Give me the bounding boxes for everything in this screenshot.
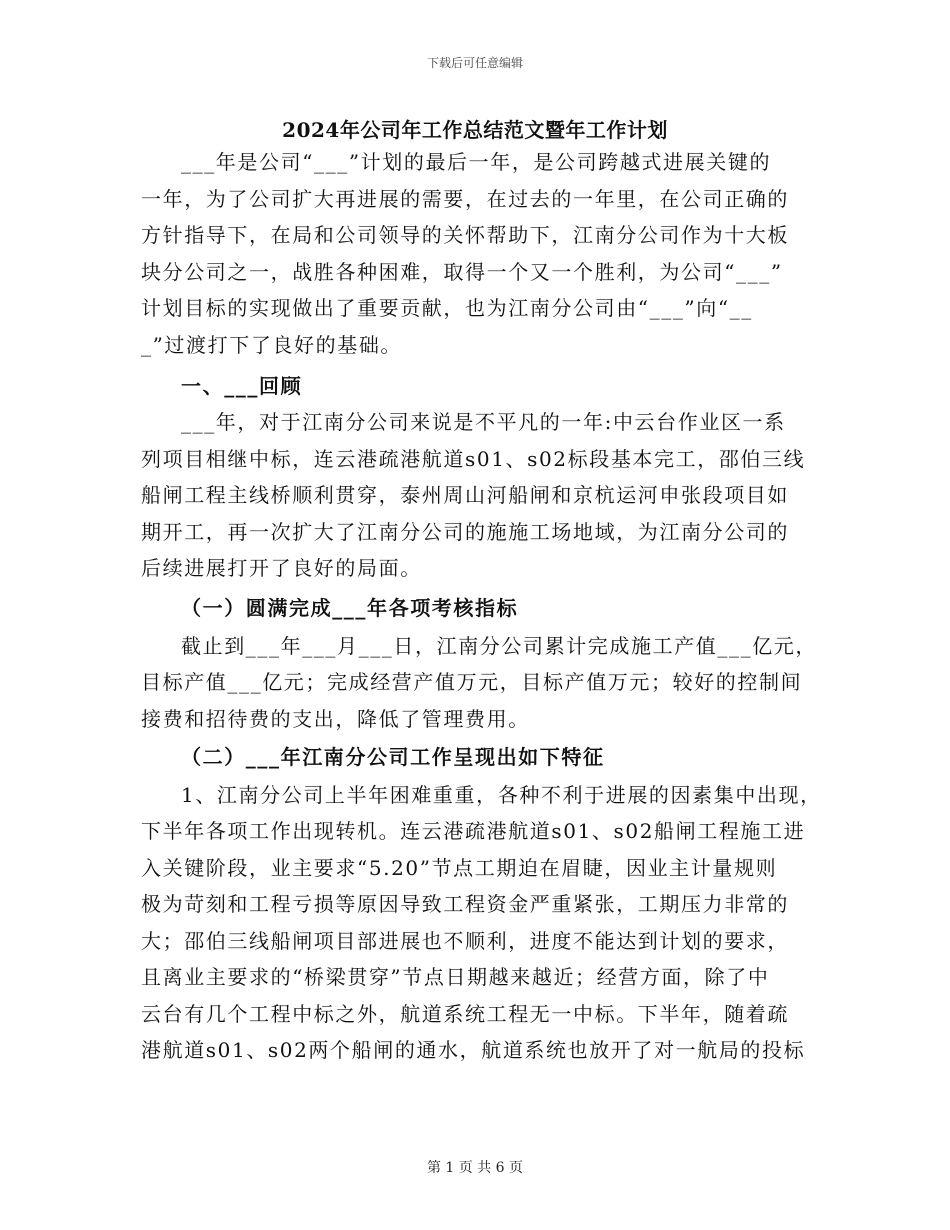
paragraph-line: 期开工，再一次扩大了江南分公司的施施工场地域，为江南分公司的: [141, 520, 789, 544]
subsection-heading: （一）圆满完成___年各项考核指标: [181, 596, 519, 620]
paragraph-line: 大；邵伯三线船闸项目部进展也不顺利，进度不能达到计划的要求，: [141, 929, 789, 953]
paragraph-line: 极为苛刻和工程亏损等原因导致工程资金严重紧张，工期压力非常的: [141, 892, 789, 916]
paragraph-line: ___年，对于江南分公司来说是不平凡的一年:中云台作业区一系: [181, 410, 786, 434]
paragraph-line: 列项目相继中标，连云港疏港航道s01、s02标段基本完工，邵伯三线: [141, 447, 806, 471]
page-header: 下载后可任意编辑: [426, 56, 523, 70]
paragraph-line: ___年是公司“___”计划的最后一年，是公司跨越式进展关键的: [181, 150, 772, 174]
paragraph-line: 云台有几个工程中标之外，航道系统工程无一中标。下半年，随着疏: [141, 1002, 789, 1026]
paragraph-line: 计划目标的实现做出了重要贡献，也为江南分公司由“___”向“__: [141, 296, 753, 320]
paragraph-line: _”过渡打下了良好的基础。: [141, 333, 403, 357]
paragraph-line: 1、江南分公司上半年困难重重，各种不利于进展的因素集中出现，: [181, 783, 822, 807]
paragraph-line: 方针指导下，在局和公司领导的关怀帮助下，江南分公司作为十大板: [141, 223, 789, 247]
section-heading: 一、___回顾: [181, 374, 303, 398]
paragraph-line: 且离业主要求的“桥梁贯穿”节点日期越来越近；经营方面，除了中: [141, 965, 770, 989]
paragraph-line: 块分公司之一，战胜各种困难，取得一个又一个胜利，为公司“___”: [141, 260, 783, 284]
paragraph-line: 截止到___年___月___日，江南分公司累计完成施工产值___亿元，: [181, 634, 817, 658]
paragraph-line: 下半年各项工作出现转机。连云港疏港航道s01、s02船闸工程施工进: [141, 819, 806, 843]
paragraph-line: 目标产值___亿元；完成经营产值万元，目标产值万元；较好的控制间: [141, 670, 803, 694]
paragraph-line: 接费和招待费的支出，降低了管理费用。: [141, 707, 530, 731]
paragraph-line: 一年，为了公司扩大再进展的需要，在过去的一年里，在公司正确的: [141, 187, 789, 211]
page-footer: 第 1 页 共 6 页: [426, 1160, 524, 1176]
paragraph-line: 入关键阶段，业主要求“5.20”节点工期迫在眉睫，因业主计量规则: [141, 856, 778, 880]
subsection-heading: （二）___年江南分公司工作呈现出如下特征: [181, 745, 605, 769]
document-title: 2024年公司年工作总结范文暨年工作计划: [282, 118, 668, 142]
paragraph-line: 后续进展打开了良好的局面。: [141, 556, 422, 580]
paragraph-line: 港航道s01、s02两个船闸的通水，航道系统也放开了对一航局的投标: [141, 1038, 806, 1062]
paragraph-line: 船闸工程主线桥顺利贯穿，泰州周山河船闸和京杭运河申张段项目如: [141, 483, 789, 507]
